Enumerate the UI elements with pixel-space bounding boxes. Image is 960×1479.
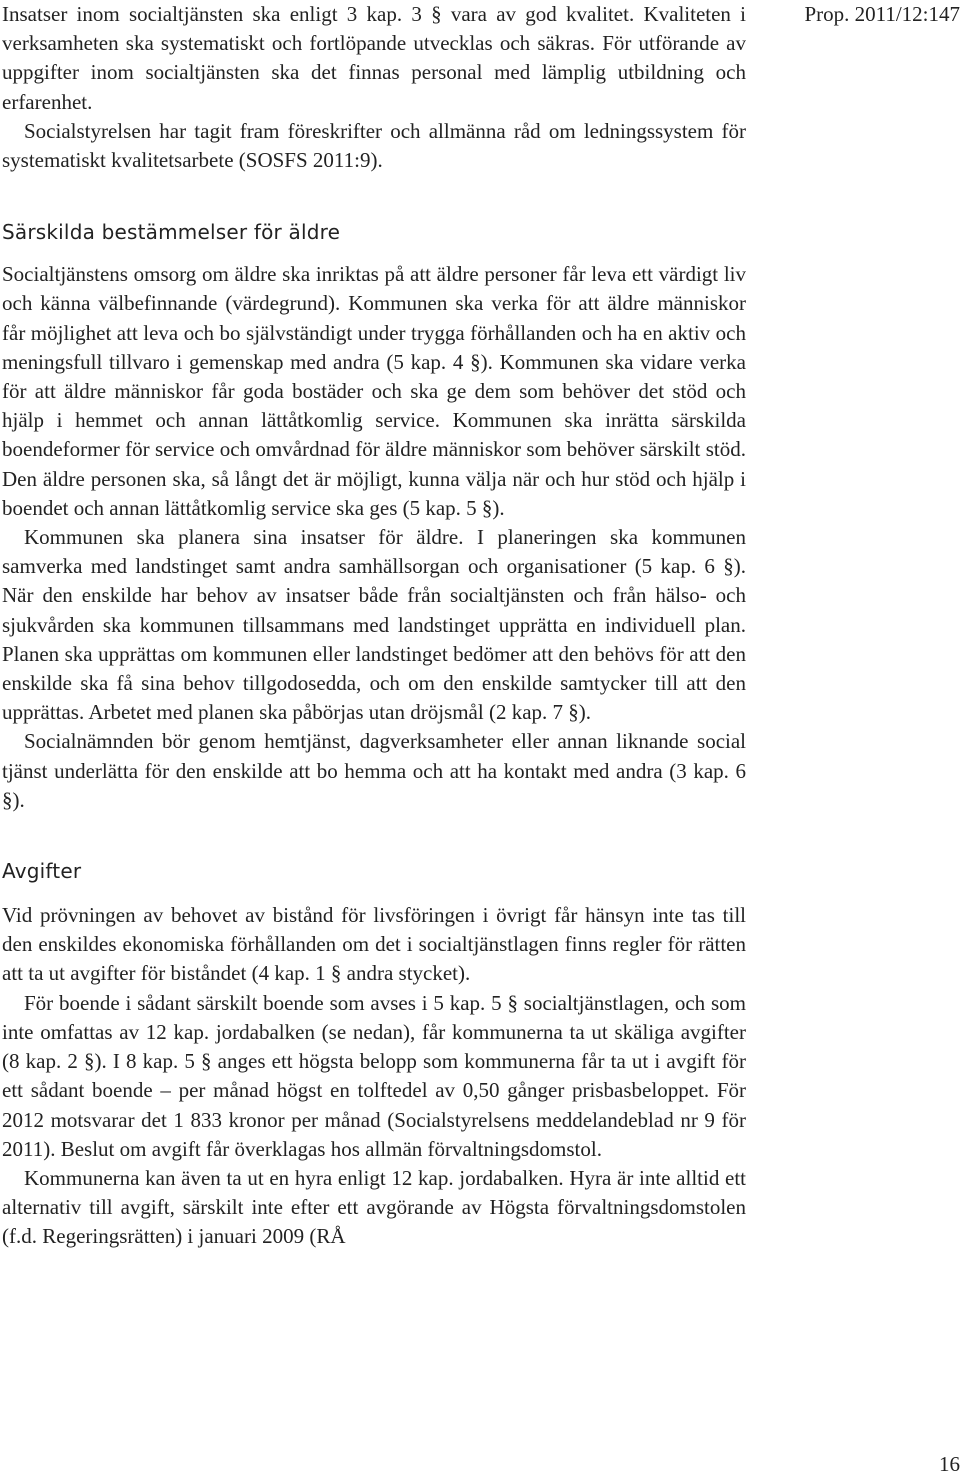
intro-paragraph-2: Socialstyrelsen har tagit fram föreskrifter och allmänna råd om ledningssystem för systematiskt kvalitetsarbete (SOSFS 2011:9). <box>2 118 746 173</box>
page-number: 16 <box>939 1452 960 1476</box>
fees-section <box>2 857 746 1251</box>
proposition-reference: Prop. 2011/12:147 <box>804 2 960 26</box>
intro-section <box>2 0 746 175</box>
section-heading-elderly: Särskilda bestämmelser för äldre <box>2 220 341 245</box>
intro-paragraph-1: Insatser inom socialtjänsten ska enligt 3 kap. 3 § vara av god kvalitet. Kvaliteten i verksamheten ska systematiskt och fortlöpande utvecklas och säkras. För utförande av uppgifter inom socialtjänsten ska det finnas personal med lämplig utbildning och erfarenhet. <box>2 2 746 114</box>
elderly-paragraph-3: Socialnämnden bör genom hemtjänst, dagverksamheter eller annan liknande social tjänst underlätta för den enskilde att bo hemma och att ha kontakt med andra (3 kap. 6 §). <box>2 729 746 812</box>
elderly-section <box>2 218 746 815</box>
fees-paragraph-3: Kommunerna kan även ta ut en hyra enligt 12 kap. jordabalken. Hyra är inte alltid ett alternativ till avgift, särskilt inte efter ett avgörande av Högsta förvaltningsdomstolen (f.d. Regeringsrätten) i januari 2009 (RÅ <box>2 1165 746 1249</box>
elderly-paragraph-2: Kommunen ska planera sina insatser för äldre. I planeringen ska kommunen samverka med landstinget samt andra samhällsorgan och organisationer (5 kap. 6 §). När den enskilde har behov av insatser både från socialtjänsten och från hälso- och sjukvården ska kommunen tillsammans med landstinget upprätta en individuell plan. Planen ska upprättas om kommunen eller landstinget bedömer att den behövs för att den enskilde ska få sina behov tillgodosedda, och om den enskilde samtycker till att den upprättas. Arbetet med planen ska påbörjas utan dröjsmål (2 kap. 7 §). <box>2 525 746 725</box>
main-text-column <box>2 0 746 1252</box>
fees-paragraph-1: Vid prövningen av behovet av bistånd för livsföringen i övrigt får hänsyn inte tas till den enskildes ekonomiska förhållanden om det i socialtjänstlagen finns regler för rätten att ta ut avgifter för biståndet (4 kap. 1 § andra stycket). <box>2 903 746 986</box>
section-heading-fees: Avgifter <box>2 859 82 884</box>
elderly-paragraph-1: Socialtjänstens omsorg om äldre ska inriktas på att äldre personer får leva ett värdigt liv och känna välbefinnande (värdegrund). Kommunen ska verka för att äldre människor får möjlighet att leva och bo självständigt under trygga förhållanden och ha en aktiv och meningsfull tillvaro i gemenskap med andra (5 kap. 4 §). Kommunen ska vidare verka för att äldre människor får goda bostäder och ska ge dem som behöver det stöd och hjälp i hemmet och annan lättåtkomlig service. Kommunen ska inrätta särskilda boendeformer för service och omvårdnad för äldre människor som behöver särskilt stöd. Den äldre personen ska, så långt det är möjligt, kunna välja när och hur stöd och hjälp i boendet och annan lättåtkomlig service ska ges (5 kap. 5 §). <box>2 262 746 520</box>
fees-paragraph-2: För boende i sådant särskilt boende som avses i 5 kap. 5 § socialtjänstlagen, och som inte omfattas av 12 kap. jordabalken (se nedan), får kommunerna ta ut skäliga avgifter (8 kap. 2 §). I 8 kap. 5 § anges ett högsta belopp som kommunerna får ta ut i avgift för ett sådant boende – per månad högst en tolftedel av 0,50 gånger prisbasbeloppet. För 2012 motsvarar det 1 833 kronor per månad (Socialstyrelsens meddelandeblad nr 9 för 2011). Beslut om avgift får överklagas hos allmän förvaltningsdomstol. <box>2 990 746 1161</box>
